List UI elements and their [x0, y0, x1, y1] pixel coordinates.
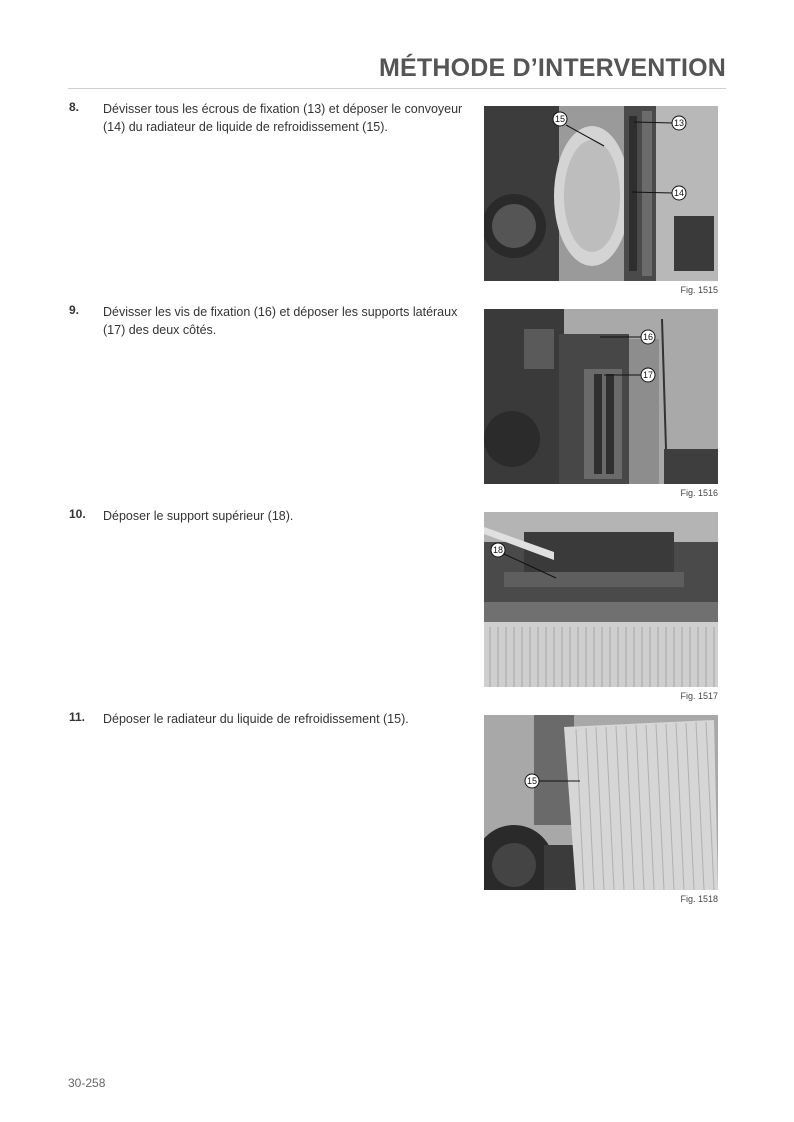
- svg-text:15: 15: [554, 114, 566, 124]
- callout-18: [491, 543, 505, 557]
- photo-fig-1517: [484, 512, 718, 687]
- svg-text:15: 15: [526, 776, 538, 786]
- photo-fig-1515: [484, 106, 718, 281]
- callout-16: [641, 330, 655, 344]
- svg-text:13: 13: [673, 118, 685, 128]
- photo-radiator-removal: [484, 715, 718, 890]
- svg-text:17: 17: [642, 370, 654, 380]
- photo-fig-1516: [484, 309, 718, 484]
- step-text: Dévisser les vis de fixation (16) et déposer les supports latéraux (17) des deux côtés.: [103, 305, 458, 337]
- figure-caption: Fig. 1517: [680, 691, 718, 701]
- photo-fig-1518: [484, 715, 718, 890]
- svg-text:16: 16: [642, 332, 654, 342]
- page-title: MÉTHODE D’INTERVENTION: [378, 54, 726, 82]
- step-number: 8.: [69, 100, 80, 114]
- figure-caption: Fig. 1516: [680, 488, 718, 498]
- callout-13: [672, 116, 686, 130]
- step-text: Dévisser tous les écrous de fixation (13) et déposer le convoyeur (14) du radiateur de liquide de refroidissement (15).: [103, 102, 463, 134]
- callout-15: [553, 112, 567, 126]
- figure-caption: Fig. 1515: [680, 285, 718, 295]
- step-number: 11.: [69, 710, 86, 724]
- photo-upper-support: [484, 512, 718, 687]
- callout-17: [641, 368, 655, 382]
- step-text: Déposer le radiateur du liquide de refroidissement (15).: [103, 712, 409, 726]
- callout-14: [672, 186, 686, 200]
- step-number: 9.: [69, 303, 80, 317]
- step-number: 10.: [69, 507, 86, 521]
- header-divider: [68, 88, 726, 89]
- page-number: 30-258: [68, 1076, 106, 1090]
- photo-radiator-fan: [484, 106, 718, 281]
- photo-radiator-side-supports: [484, 309, 718, 484]
- svg-text:18: 18: [492, 545, 504, 555]
- svg-text:14: 14: [673, 188, 685, 198]
- callout-15: [525, 774, 539, 788]
- step-text: Déposer le support supérieur (18).: [103, 509, 294, 523]
- figure-caption: Fig. 1518: [680, 894, 718, 904]
